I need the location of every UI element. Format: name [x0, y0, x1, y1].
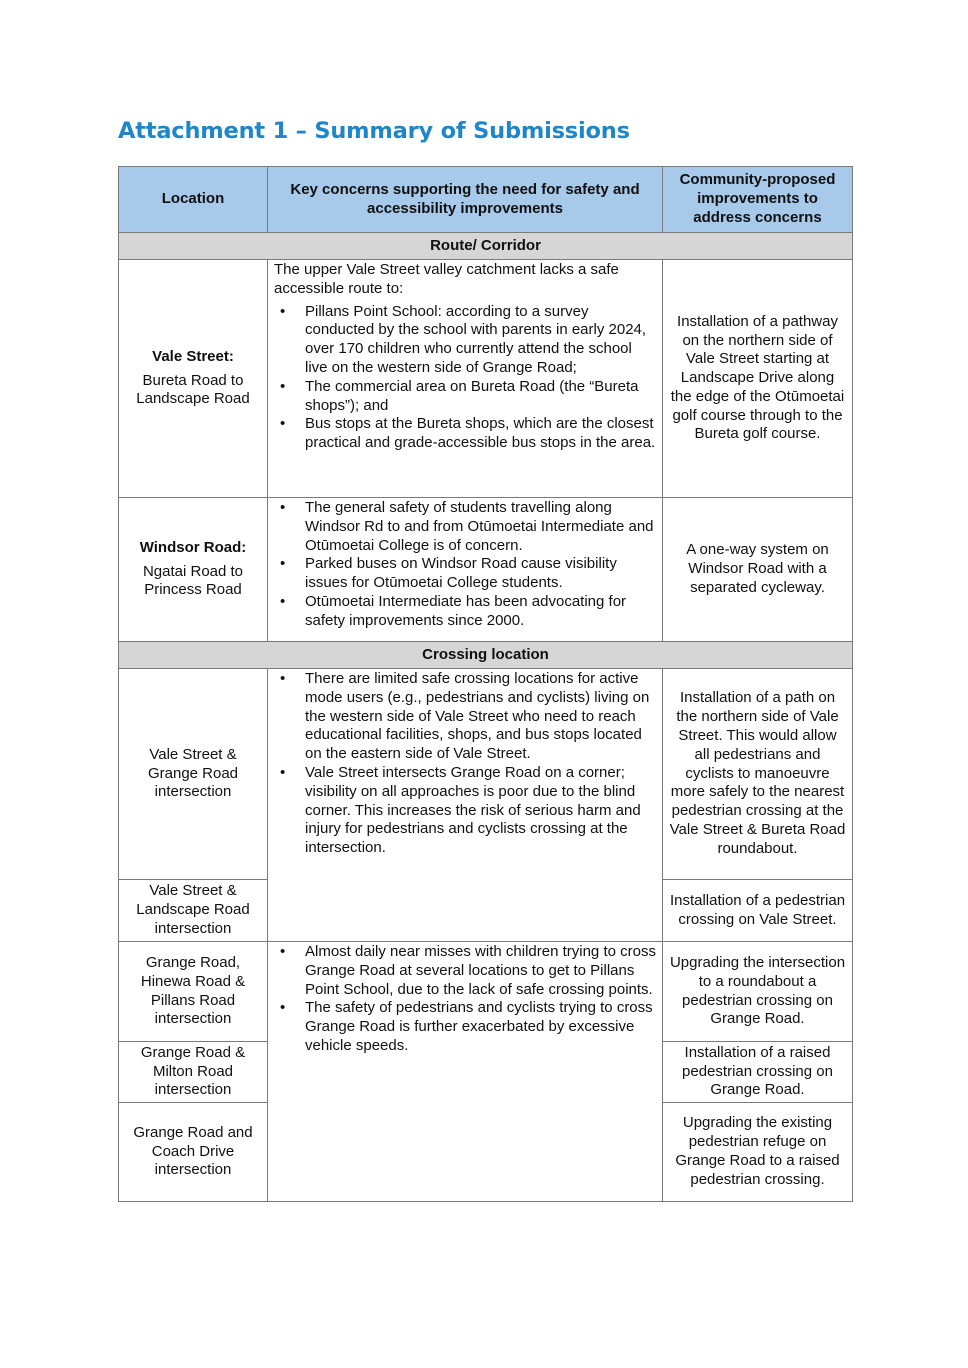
- list-item: • The safety of pedestrians and cyclists trying to cross Grange Road is further exacerbated by excessive vehicle speeds.: [274, 999, 656, 1055]
- location-cell: Vale Street & Landscape Road intersection: [119, 880, 268, 942]
- list-item: • Otūmoetai Intermediate has been advocating for safety improvements since 2000.: [274, 593, 656, 631]
- list-item: • Vale Street intersects Grange Road on a corner; visibility on all approaches is poor due to the blind corner. This increases the risk of serious harm and injury for pedestrians and cyclists crossing at the intersection.: [274, 764, 656, 858]
- list-item: • Pillans Point School: according to a survey conducted by the school with parents in early 2024, over 170 children who currently attend the school live on the western side of Grange Road;: [274, 303, 656, 378]
- improvement-cell: Installation of a raised pedestrian crossing on Grange Road.: [663, 1042, 853, 1103]
- improvement-cell: Installation of a path on the northern side of Vale Street. This would allow all pedestrians and cyclists to manoeuvre more safely to the nearest pedestrian crossing at the Vale Street & Bureta Road roundabout.: [663, 669, 853, 880]
- submissions-table: [118, 166, 853, 1202]
- list-item: • There are limited safe crossing locations for active mode users (e.g., pedestrians and cyclists) living on the western side of Vale Street who need to reach educational facilities, shops, and bus stops located on the eastern side of Vale Street.: [274, 670, 656, 764]
- concerns-list: [274, 670, 656, 858]
- improvement-cell: Installation of a pedestrian crossing on Vale Street.: [663, 880, 853, 942]
- list-item: • Parked buses on Windsor Road cause visibility issues for Otūmoetai College students.: [274, 555, 656, 593]
- section-row-crossing: [119, 642, 853, 669]
- list-item: • Bus stops at the Bureta shops, which are the closest practical and grade-accessible bus stops in the area.: [274, 415, 656, 453]
- location-extent: Ngatai Road to Princess Road: [142, 562, 244, 599]
- location-cell: Grange Road and Coach Drive intersection: [119, 1103, 268, 1202]
- table-row: [119, 498, 853, 642]
- table-row: [119, 942, 853, 1042]
- header-concerns: Key concerns supporting the need for safety and accessibility improvements: [268, 167, 663, 233]
- location-cell: Vale Street & Grange Road intersection: [119, 669, 268, 880]
- page-title: Attachment 1 – Summary of Submissions: [118, 118, 630, 144]
- concerns-cell: [268, 260, 663, 498]
- list-item: • The commercial area on Bureta Road (the “Bureta shops”); and: [274, 378, 656, 416]
- location-cell: [119, 498, 268, 642]
- concerns-cell: [268, 498, 663, 642]
- header-location: Location: [119, 167, 268, 233]
- header-improvements: Community-proposed improvements to address concerns: [663, 167, 853, 233]
- section-title-route: Route/ Corridor: [119, 233, 853, 260]
- list-item: • Almost daily near misses with children trying to cross Grange Road at several locations to get to Pillans Point School, due to the lack of safe crossing points.: [274, 943, 656, 999]
- improvement-cell: Installation of a pathway on the northern side of Vale Street starting at Landscape Drive along the edge of the Otūmoetai golf course through to the Bureta golf course.: [663, 260, 853, 498]
- section-row-route: [119, 233, 853, 260]
- improvement-cell: A one-way system on Windsor Road with a separated cycleway.: [663, 498, 853, 642]
- location-cell: Grange Road & Milton Road intersection: [119, 1042, 268, 1103]
- concerns-list: [274, 303, 656, 453]
- table-row: [119, 669, 853, 880]
- improvement-cell: Upgrading the intersection to a roundabout a pedestrian crossing on Grange Road.: [663, 942, 853, 1042]
- concerns-list: [274, 943, 656, 1056]
- concerns-list: [274, 499, 656, 631]
- location-name: Vale Street:: [152, 347, 234, 365]
- concerns-intro: The upper Vale Street valley catchment lacks a safe accessible route to:: [274, 261, 619, 297]
- table-header-row: [119, 167, 853, 233]
- list-item: • The general safety of students travelling along Windsor Rd to and from Otūmoetai Intermediate and Otūmoetai College is of concern.: [274, 499, 656, 555]
- section-title-crossing: Crossing location: [119, 642, 853, 669]
- location-extent: Bureta Road to Landscape Road: [136, 371, 250, 408]
- concerns-cell: [268, 942, 663, 1202]
- improvement-cell: Upgrading the existing pedestrian refuge on Grange Road to a raised pedestrian crossing.: [663, 1103, 853, 1202]
- concerns-cell: [268, 669, 663, 942]
- location-cell: [119, 260, 268, 498]
- location-name: Windsor Road:: [139, 538, 247, 556]
- table-row: [119, 260, 853, 498]
- location-cell: Grange Road, Hinewa Road & Pillans Road intersection: [119, 942, 268, 1042]
